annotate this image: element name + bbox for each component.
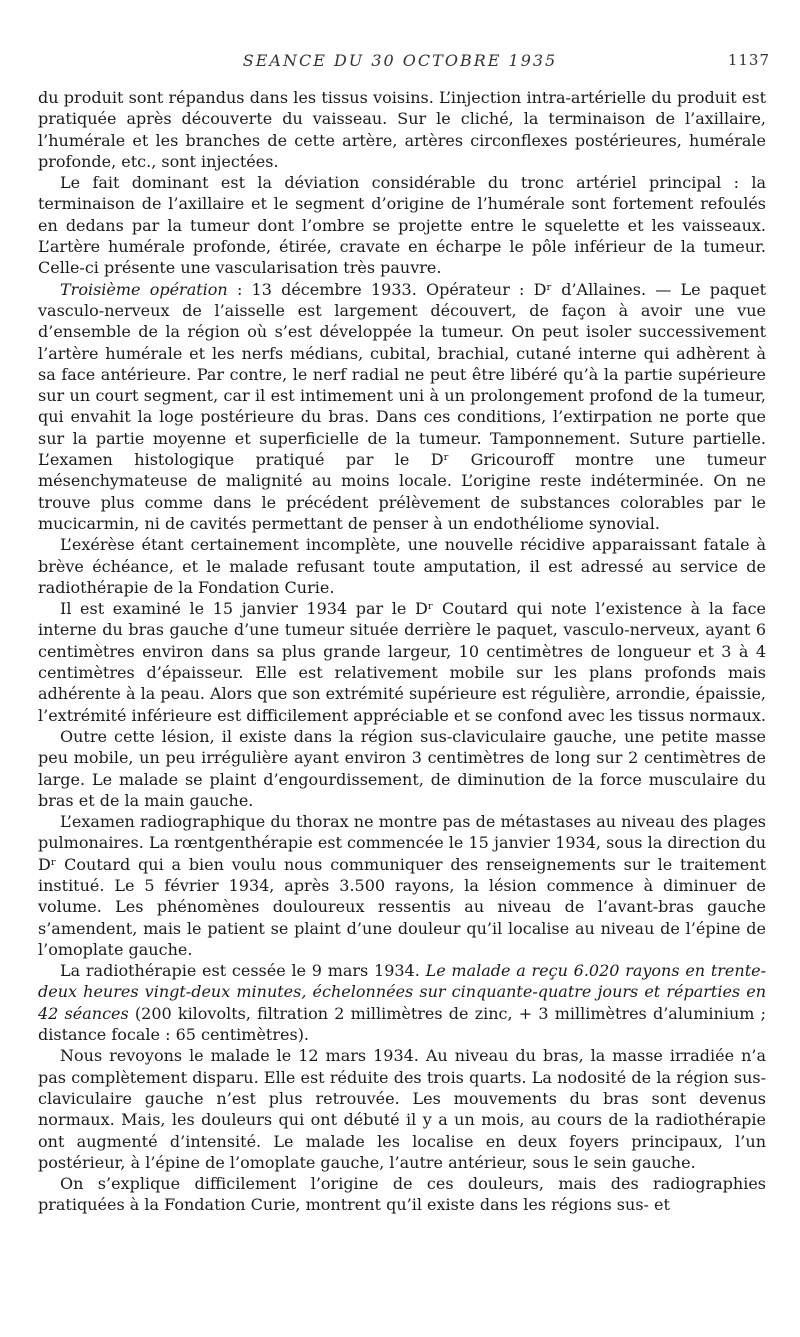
- text-segment: du produit sont répandus dans les tissus voisins. L’injection intra-artérielle du produit est pratiquée après découverte du vaisseau. Sur le cliché, la terminaison de l’axillaire, l’humérale et les branches de cette artère, artères circonflexes postérieures, humérale profonde, etc., sont injectées.: [38, 88, 766, 171]
- running-title: SEANCE DU 30 OCTOBRE 1935: [242, 51, 558, 70]
- paragraph: [38, 960, 766, 1045]
- text-segment: Il est examiné le 15 janvier 1934 par le Dʳ Coutard qui note l’existence à la face interne du bras gauche d’une tumeur située derrière le paquet, vasculo-nerveux, ayant 6 centimètres environ dans sa plus grande largeur, 10 centimètres de longueur et 3 à 4 centimètres d’épaisseur. Elle est relativement mobile sur les plans profonds mais adhérente à la peau. Alors que son extrémité supérieure est régulière, arrondie, épaissie, l’extrémité inférieure est difficilement appréciable et se confond avec les tissus normaux.: [38, 599, 767, 725]
- text-segment: (200 kilovolts, filtration 2 millimètres de zinc, + 3 millimètres d’aluminium ; distance focale : 65 centimètres).: [38, 1003, 767, 1045]
- text-segment: Le fait dominant est la déviation considérable du tronc artériel principal : la terminaison de l’axillaire et le segment d’origine de l’humérale sont fortement refoulés en dedans par la tumeur dont l’ombre se projette entre le squelette et les vaisseaux. L’artère humérale profonde, étirée, cravate en écharpe le pôle inférieur de la tumeur. Celle-ci présente une vascularisation très pauvre.: [38, 173, 766, 278]
- italic-segment: Le malade a reçu 6.020 rayons en trente-deux heures vingt-deux minutes, échelonnées sur cinquante-quatre jours et réparties en 42 séances: [38, 961, 766, 1023]
- paragraph: [38, 598, 766, 726]
- running-header: [0, 51, 800, 73]
- text-segment: Outre cette lésion, il existe dans la région sus-claviculaire gauche, une petite masse peu mobile, un peu irrégulière ayant environ 3 centimètres de long sur 2 centimètres de large. Le malade se plaint d’engourdissement, de diminution de la force musculaire du bras et de la main gauche.: [38, 726, 766, 810]
- text-segment: L’examen radiographique du thorax ne montre pas de métastases au niveau des plages pulmonaires. La rœntgenthérapie est commencée le 15 janvier 1934, sous la direction du Dʳ Coutard qui a bien voulu nous communiquer des renseignements sur le traitement institué. Le 5 février 1934, après 3.500 rayons, la lésion commence à diminuer de volume. Les phénomènes douloureux ressentis au niveau de l’avant-bras gauche s’amendent, mais le patient se plaint d’une douleur qu’il localise au niveau de l’épine de l’omoplate gauche.: [38, 812, 766, 959]
- text-segment: : 13 décembre 1933. Opérateur : Dʳ d’Allaines. — Le paquet vasculo-nerveux de l’aisselle est largement découvert, de façon à avoir une vue d’ensemble de la région où s’est développée la tumeur. On peut isoler successivement l’artère humérale et les nerfs médians, cubital, brachial, cutané interne qui adhèrent à sa face antérieure. Par contre, le nerf radial ne peut être libéré qu’à la partie supérieure sur un court segment, car il est intimement uni à un prolongement profond de la tumeur, qui envahit la loge postérieure du bras. Dans ces conditions, l’extirpation ne porte que sur la partie moyenne et superficielle de la tumeur. Tamponnement. Suture partielle. L’examen histologique pratiqué par le Dʳ Gricouroff montre une tumeur mésenchymateuse de malignité au moins locale. L’origine reste indéterminée. On ne trouve plus comme dans le précédent prélèvement de substances colorables par le mucicarmin, ni de cavités permettant de penser à un endothéliome synovial.: [38, 279, 766, 533]
- paragraph: [38, 87, 766, 172]
- paragraph: [38, 726, 766, 811]
- paragraph: [38, 279, 766, 535]
- page-number: 1137: [727, 51, 770, 69]
- text-segment: On s’explique difficilement l’origine de ces douleurs, mais des radiographies pratiquées à la Fondation Curie, montrent qu’il existe dans les régions sus- et: [38, 1174, 766, 1215]
- paragraph: [38, 172, 766, 278]
- body-text: [38, 87, 766, 1216]
- paragraph: [38, 534, 766, 598]
- text-segment: Nous revoyons le malade le 12 mars 1934. Au niveau du bras, la masse irradiée n’a pas complètement disparu. Elle est réduite des trois quarts. La nodosité de la région sus-claviculaire gauche n’est plus retrouvée. Les mouvements du bras sont devenus normaux. Mais, les douleurs qui ont débuté il y a un mois, au cours de la radiothérapie ont augmenté d’intensité. Le malade les localise en deux foyers principaux, l’un postérieur, à l’épine de l’omoplate gauche, l’autre antérieur, sous le sein gauche.: [38, 1046, 766, 1172]
- text-segment: L’exérèse étant certainement incomplète, une nouvelle récidive apparaissant fatale à brève échéance, et le malade refusant toute amputation, il est adressé au service de radiothérapie de la Fondation Curie.: [38, 535, 766, 597]
- paragraph: [38, 1173, 766, 1216]
- italic-segment: Troisième opération: [60, 279, 228, 299]
- paragraph: [38, 811, 766, 960]
- text-segment: La radiothérapie est cessée le 9 mars 1934.: [60, 961, 426, 981]
- paragraph: [38, 1045, 766, 1173]
